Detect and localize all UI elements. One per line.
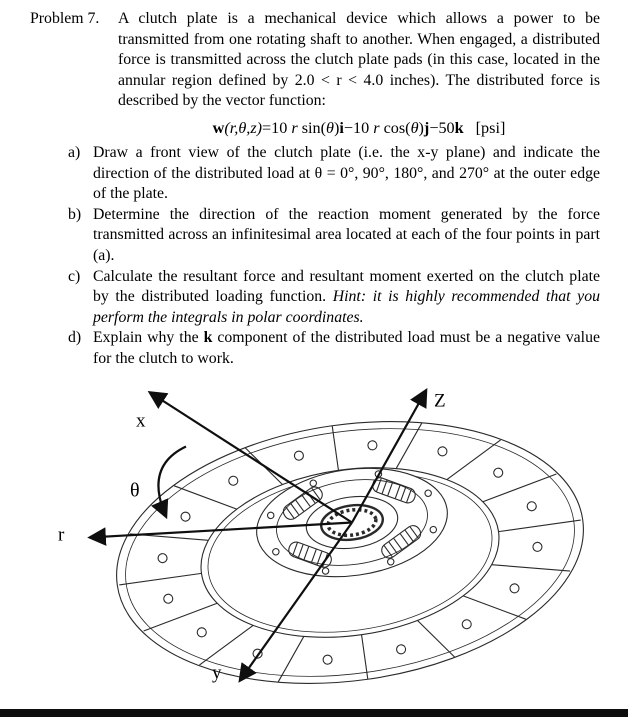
problem-parts [68,143,600,370]
part-d [68,328,600,369]
eq-segment: j [423,118,430,137]
r-axis-label: r [58,524,65,546]
part-c-body: Calculate the resultant force and resultant moment exerted on the clutch plate by the distributed loading function. [93,267,600,306]
page-bottom-edge [0,709,628,717]
part-c-hint: Hint: it is highly recommended that you perform the integrals in polar coordinates. [93,288,600,326]
eq-segment: ) [333,118,340,137]
eq-segment: θ [410,118,419,137]
z-axis-label: Z [434,390,446,412]
part-d-label: d) [68,329,82,347]
clutch-plate-drawing [99,390,600,708]
y-axis-label: y [212,662,222,684]
eq-segment: =10 [262,118,292,137]
part-b [68,205,600,267]
eq-segment: θ [326,118,334,137]
problem-number: Problem 7. [30,10,100,27]
part-c [68,267,600,329]
problem-intro: A clutch plate is a mechanical device which allows a power to be transmitted from one rotating shaft to another. When engaged, a distributed force is transmitted across the clutch plate pads (in this case, located in the annular region defined by 2.0 < r < 4.0 inches). The distributed force is described by the vector function: [118,10,600,110]
part-d-text [93,328,600,369]
part-d-body-before: Explain why the [93,329,204,347]
eq-segment: ) [418,118,424,137]
eq-segment: r [291,118,298,137]
part-a-text [93,143,600,205]
eq-segment: w [212,118,225,137]
part-c-text [93,267,600,329]
part-a-body: Draw a front view of the clutch plate (i.e. the x-y plane) and indicate the direction of the distributed load at θ = 0°, 90°, 180°, and 270° at the outer edge of the plate. [93,143,600,203]
eq-segment: −50 [429,118,455,137]
part-d-k-symbol: k [203,329,213,347]
part-b-text [93,205,600,267]
problem-body [68,9,600,370]
part-d-body-after: component of the distributed load must be a negative value for the clutch to work. [93,329,600,367]
eq-segment: k [454,118,464,137]
clutch-plate-diagram [0,380,628,708]
part-c-label: c) [68,267,81,285]
eq-segment: sin( [297,118,327,137]
eq-segment: r [373,118,380,137]
theta-label: θ [130,479,140,502]
part-a [68,143,600,205]
x-axis-label: x [136,410,146,432]
part-b-body: Determine the direction of the reaction moment generated by the force transmitted across an infinitesimal area located at each of the four points in part (a). [93,205,600,264]
eq-segment: (r,θ,z) [224,118,263,137]
part-a-label: a) [68,143,81,161]
problem-row [30,9,600,370]
eq-segment: i [339,118,344,137]
eq-segment: cos( [379,118,411,137]
eq-segment: −10 [343,118,374,137]
eq-units: [psi] [475,118,506,137]
part-b-label: b) [68,205,82,223]
vector-function-equation [118,117,600,139]
